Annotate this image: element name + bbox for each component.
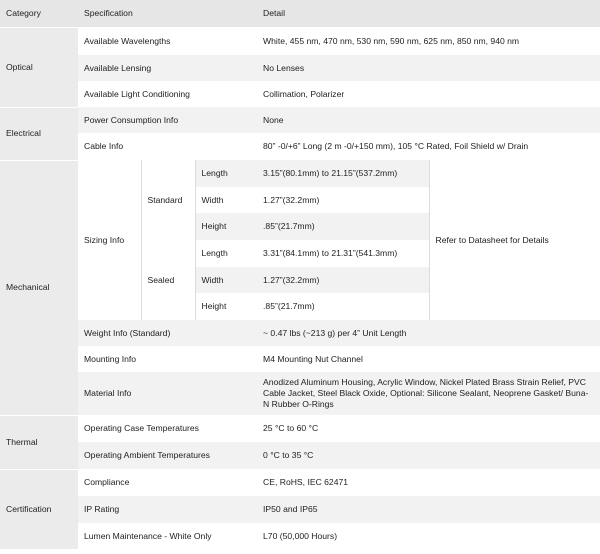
sizing-standard-label: Standard — [141, 160, 195, 240]
spec-label: Mounting Info — [78, 346, 257, 372]
table-row — [0, 81, 600, 107]
category-mechanical: Mechanical — [0, 160, 78, 415]
spec-label: Material Info — [78, 372, 257, 415]
spec-value: 0 °C to 35 °C — [257, 442, 600, 469]
dimension-label: Height — [195, 213, 257, 240]
dimension-label: Width — [195, 267, 257, 293]
sizing-sealed-label: Sealed — [141, 240, 195, 320]
spec-label: Available Wavelengths — [78, 28, 257, 56]
spec-value: White, 455 nm, 470 nm, 530 nm, 590 nm, 625 nm, 850 nm, 940 nm — [257, 28, 600, 56]
category-electrical: Electrical — [0, 107, 78, 160]
dimension-value: 3.31”(84.1mm) to 21.31”(541.3mm) — [257, 240, 429, 267]
spec-label-sizing: Sizing Info — [78, 160, 141, 320]
spec-label: Compliance — [78, 469, 257, 496]
spec-label: Operating Case Temperatures — [78, 415, 257, 442]
header-row — [0, 0, 600, 28]
table-row — [0, 415, 600, 442]
spec-label: Available Lensing — [78, 55, 257, 81]
table-row — [0, 496, 600, 523]
table-row — [0, 133, 600, 160]
category-optical: Optical — [0, 28, 78, 108]
spec-value: No Lenses — [257, 55, 600, 81]
spec-label: Weight Info (Standard) — [78, 320, 257, 346]
table-row — [0, 372, 600, 415]
spec-value: IP50 and IP65 — [257, 496, 600, 523]
spec-label: Operating Ambient Temperatures — [78, 442, 257, 469]
table-row — [0, 28, 600, 56]
dimension-label: Length — [195, 240, 257, 267]
dimension-value: 1.27”(32.2mm) — [257, 187, 429, 213]
sizing-note: Refer to Datasheet for Details — [429, 160, 600, 320]
spec-value: ~ 0.47 lbs (~213 g) per 4” Unit Length — [257, 320, 600, 346]
table-row — [0, 320, 600, 346]
category-thermal: Thermal — [0, 415, 78, 469]
spec-value: L70 (50,000 Hours) — [257, 523, 600, 549]
dimension-value: 3.15”(80.1mm) to 21.15”(537.2mm) — [257, 160, 429, 187]
spec-label: Cable Info — [78, 133, 257, 160]
spec-label: IP Rating — [78, 496, 257, 523]
table-row — [0, 442, 600, 469]
spec-value: 80” -0/+6” Long (2 m -0/+150 mm), 105 °C Rated, Foil Shield w/ Drain — [257, 133, 600, 160]
dimension-label: Width — [195, 187, 257, 213]
spec-label: Available Light Conditioning — [78, 81, 257, 107]
dimension-label: Height — [195, 293, 257, 320]
dimension-value: .85”(21.7mm) — [257, 213, 429, 240]
header-detail: Detail — [257, 0, 600, 28]
table-row — [0, 523, 600, 549]
spec-value: M4 Mounting Nut Channel — [257, 346, 600, 372]
header-specification: Specification — [78, 0, 257, 28]
spec-value: None — [257, 107, 600, 133]
dimension-value: .85”(21.7mm) — [257, 293, 429, 320]
spec-label: Power Consumption Info — [78, 107, 257, 133]
header-category: Category — [0, 0, 78, 28]
dimension-label: Length — [195, 160, 257, 187]
spec-value: 25 °C to 60 °C — [257, 415, 600, 442]
table-row — [0, 107, 600, 133]
spec-value: CE, RoHS, IEC 62471 — [257, 469, 600, 496]
table-row — [0, 55, 600, 81]
dimension-value: 1.27”(32.2mm) — [257, 267, 429, 293]
spec-value: Anodized Aluminum Housing, Acrylic Window, Nickel Plated Brass Strain Relief, PVC Cable Jacket, Steel Black Oxide, Optional: Silicone Sealant, Neoprene Gasket/ Buna-N Rubber O-Rings — [257, 372, 600, 415]
table-row — [0, 160, 600, 187]
spec-value: Collimation, Polarizer — [257, 81, 600, 107]
spec-label: Lumen Maintenance - White Only — [78, 523, 257, 549]
table-row — [0, 469, 600, 496]
category-certification: Certification — [0, 469, 78, 549]
table-row — [0, 346, 600, 372]
